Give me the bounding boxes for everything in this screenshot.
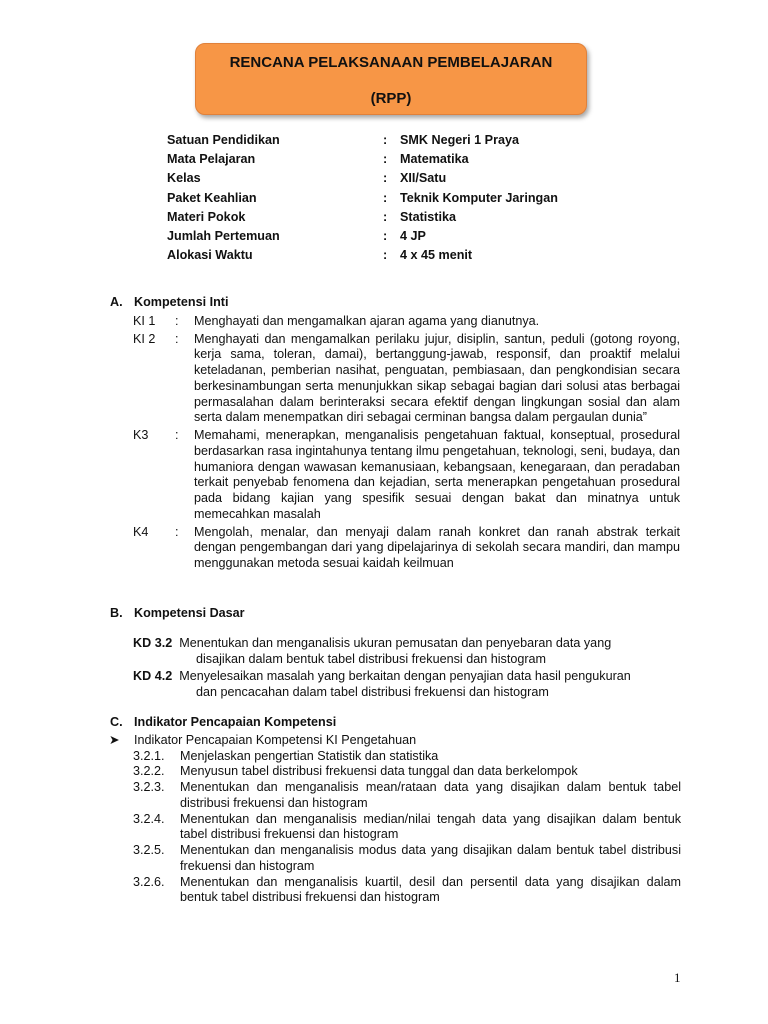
identity-sep: : bbox=[383, 228, 388, 243]
indikator-list bbox=[109, 733, 681, 906]
arrow-bullet-icon: ➤ bbox=[109, 733, 120, 747]
kompetensi-inti-list bbox=[133, 314, 680, 572]
indikator-number: 3.2.6. bbox=[133, 874, 165, 889]
indikator-text: Menentukan dan menganalisis kuartil, desil dan persentil data yang disajikan dalam bentuk tabel distribusi frekuensi dan histogram bbox=[180, 874, 681, 905]
identity-row bbox=[167, 171, 607, 190]
ki-item bbox=[133, 525, 680, 572]
section-title: Kompetensi Inti bbox=[134, 295, 229, 309]
identity-value: Teknik Komputer Jaringan bbox=[400, 190, 558, 205]
identity-label: Jumlah Pertemuan bbox=[167, 228, 280, 243]
ki-code: K3 bbox=[133, 428, 149, 443]
identity-value: XII/Satu bbox=[400, 171, 447, 186]
document-title: RENCANA PELAKSANAAN PEMBELAJARAN bbox=[229, 54, 553, 71]
kd-text-line1: Menentukan dan menganalisis ukuran pemusatan dan penyebaran data yang bbox=[179, 636, 612, 650]
identity-sep: : bbox=[383, 209, 388, 224]
ki-text: Mengolah, menalar, dan menyaji dalam ranah konkret dan ranah abstrak terkait dengan pengembangan dari yang dipelajarinya di sekolah secara mandiri, dan mampu menggunakan metoda sesuai kaidah keilmuan bbox=[194, 524, 680, 571]
indikator-item bbox=[109, 780, 681, 811]
ki-item bbox=[133, 332, 680, 426]
identity-row bbox=[167, 133, 607, 152]
kd-code: KD 4.2 bbox=[133, 669, 173, 684]
identity-value: SMK Negeri 1 Praya bbox=[400, 133, 519, 147]
identity-row bbox=[167, 248, 607, 267]
section-b-heading bbox=[110, 606, 245, 622]
ki-code: KI 1 bbox=[133, 314, 156, 328]
identity-sep: : bbox=[383, 248, 388, 263]
identity-sep: : bbox=[383, 171, 388, 186]
section-c-heading bbox=[110, 715, 336, 731]
identity-value: 4 JP bbox=[400, 228, 426, 243]
document-title-abbrev: (RPP) bbox=[370, 90, 412, 107]
kd-item bbox=[133, 636, 680, 667]
identity-value: 4 x 45 menit bbox=[400, 248, 473, 263]
kd-code: KD 3.2 bbox=[133, 636, 173, 650]
identity-label: Materi Pokok bbox=[167, 209, 246, 224]
kd-text-line2: dan pencacahan dalam tabel distribusi frekuensi dan histogram bbox=[196, 685, 549, 700]
indikator-subheading-text: Indikator Pencapaian Kompetensi KI Pengetahuan bbox=[134, 733, 417, 747]
identity-table bbox=[167, 133, 607, 267]
ki-item bbox=[133, 428, 680, 522]
ki-sep: : bbox=[175, 314, 179, 328]
kd-text-line2: disajikan dalam bentuk tabel distribusi frekuensi dan histogram bbox=[196, 651, 547, 666]
identity-row bbox=[167, 229, 607, 248]
title-box bbox=[195, 43, 587, 115]
indikator-subheading bbox=[109, 733, 681, 749]
identity-sep: : bbox=[383, 152, 388, 167]
indikator-text: Menentukan dan menganalisis modus data yang disajikan dalam bentuk tabel distribusi frekuensi dan histogram bbox=[180, 843, 681, 873]
section-a-heading bbox=[110, 295, 228, 311]
indikator-number: 3.2.2. bbox=[133, 764, 165, 779]
kd-text-line1: Menyelesaikan masalah yang berkaitan dengan penyajian data hasil pengukuran bbox=[179, 669, 631, 684]
identity-sep: : bbox=[383, 190, 388, 205]
section-letter: B. bbox=[110, 606, 123, 620]
indikator-item bbox=[109, 843, 681, 874]
identity-value: Statistika bbox=[400, 209, 456, 224]
identity-label: Kelas bbox=[167, 171, 201, 186]
kd-item bbox=[133, 669, 680, 700]
ki-sep: : bbox=[175, 524, 179, 539]
ki-text: Menghayati dan mengamalkan perilaku jujur, disiplin, santun, peduli (gotong royong, kerja sama, toleran, damai), bertanggung-jawab, responsif, dan proaktif melalui keteladanan, pemberian nasihat, penguatan, pembiasaan, dan pengkondisian secara berkesinambungan serta menunjukkan sikap sebagai bagian dari solusi atas berbagai permasalahan dalam berinteraksi secara efektif dengan lingkungan sosial dan alam serta dalam menempatkan diri sebagai cerminan bangsa dalam pergaulan dunia” bbox=[194, 331, 680, 425]
ki-sep: : bbox=[175, 331, 179, 346]
ki-text: Memahami, menerapkan, menganalisis pengetahuan faktual, konseptual, prosedural berdasarkan rasa ingintahunya tentang ilmu pengetahuan, teknologi, seni, budaya, dan humaniora dengan wawasan kemanusiaan, kebangsaan, kenegaraan, dan peradaban terkait penyebab fenomena dan kejadian, serta menerapkan pengetahuan prosedural pada bidang kajian yang spesifik sesuai dengan bakat dan minatnya untuk memecahkan masalah bbox=[194, 428, 680, 521]
indikator-item bbox=[109, 812, 681, 843]
kompetensi-dasar-list bbox=[133, 636, 680, 701]
identity-row bbox=[167, 191, 607, 210]
indikator-item bbox=[109, 764, 681, 780]
indikator-item bbox=[109, 749, 681, 765]
indikator-text: Menentukan dan menganalisis mean/rataan data yang disajikan dalam bentuk tabel distribusi frekuensi dan histogram bbox=[180, 780, 681, 810]
identity-label: Alokasi Waktu bbox=[167, 248, 253, 263]
indikator-item bbox=[109, 875, 681, 906]
ki-text: Menghayati dan mengamalkan ajaran agama yang dianutnya. bbox=[194, 314, 540, 328]
identity-row bbox=[167, 152, 607, 171]
indikator-number: 3.2.1. bbox=[133, 748, 165, 763]
identity-label: Satuan Pendidikan bbox=[167, 133, 280, 147]
page-number: 1 bbox=[674, 970, 681, 985]
identity-label: Mata Pelajaran bbox=[167, 152, 256, 167]
identity-row bbox=[167, 210, 607, 229]
indikator-number: 3.2.3. bbox=[133, 780, 165, 795]
identity-value: Matematika bbox=[400, 152, 469, 167]
indikator-text: Menentukan dan menganalisis median/nilai tengah data yang disajikan dalam bentuk tabel distribusi frekuensi dan histogram bbox=[180, 811, 681, 842]
indikator-number: 3.2.5. bbox=[133, 843, 165, 858]
identity-sep: : bbox=[383, 133, 388, 147]
section-letter: C. bbox=[110, 715, 123, 729]
indikator-number: 3.2.4. bbox=[133, 811, 165, 826]
ki-sep: : bbox=[175, 428, 179, 443]
indikator-text: Menyusun tabel distribusi frekuensi data tunggal dan data berkelompok bbox=[180, 764, 578, 779]
section-title: Indikator Pencapaian Kompetensi bbox=[134, 715, 337, 729]
section-letter: A. bbox=[110, 295, 123, 309]
ki-code: K4 bbox=[133, 524, 149, 539]
ki-code: KI 2 bbox=[133, 331, 156, 346]
ki-item bbox=[133, 314, 680, 330]
indikator-text: Menjelaskan pengertian Statistik dan statistika bbox=[180, 748, 439, 763]
identity-label: Paket Keahlian bbox=[167, 190, 257, 205]
section-title: Kompetensi Dasar bbox=[134, 606, 245, 620]
